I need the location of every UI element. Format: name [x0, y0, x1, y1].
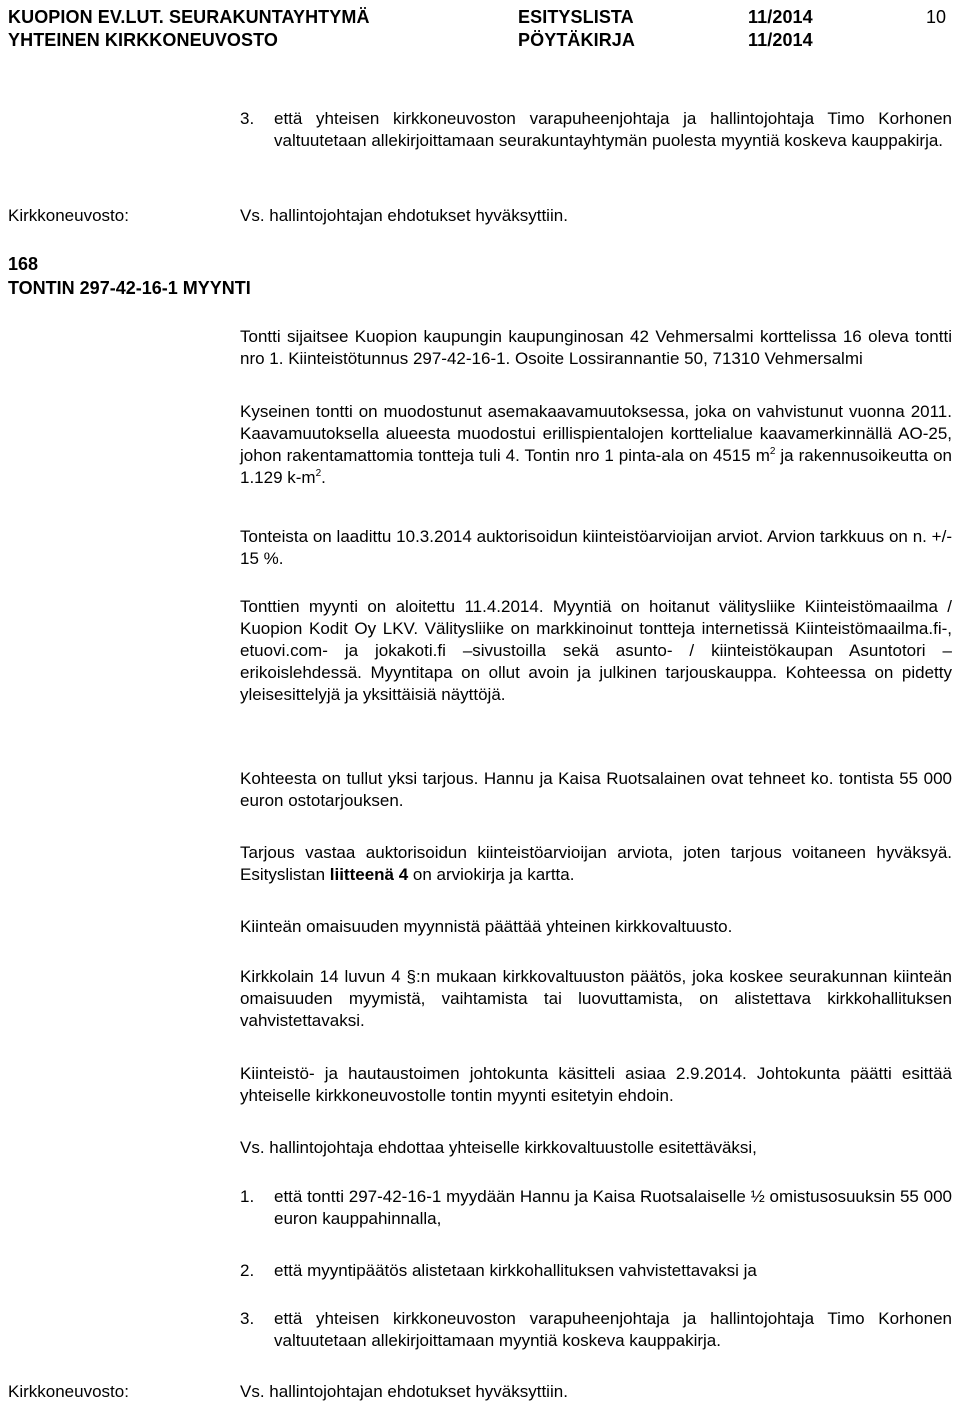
paragraph-offer: Kohteesta on tullut yksi tarjous. Hannu ja Kaisa Ruotsalainen ovat tehneet ko. tontista 55 000 euron ostotarjouksen. [240, 769, 952, 810]
superscript: 2 [769, 446, 776, 457]
paragraph-location: Tontti sijaitsee Kuopion kaupungin kaupunginosan 42 Vehmersalmi korttelissa 16 oleva tontti nro 1. Kiinteistötunnus 297-42-16-1. Osoite Lossirannantie 50, 71310 Vehmersalmi [240, 327, 952, 368]
paragraph-committee: Kiinteistö- ja hautaustoimen johtokunta käsitteli asiaa 2.9.2014. Johtokunta päätti esittää yhteiselle kirkkoneuvostolle tontin myynti esitetyin ehdoin. [240, 1064, 952, 1105]
paragraph-authority: Kiinteän omaisuuden myynnistä päättää yhteinen kirkkovaltuusto. [240, 917, 733, 936]
list-number: 1. [240, 1187, 255, 1206]
acceptance-text-a: Tarjous vastaa auktorisoidun kiinteistöarvioijan arviota, joten tarjous voitaneen hyväksyä. Esityslistan [240, 843, 952, 884]
paragraph-appraisal: Tonteista on laadittu 10.3.2014 auktorisoidun kiinteistöarvioijan arviot. Arvion tarkkuus on n. +/- 15 %. [240, 527, 952, 568]
section-title: TONTIN 297-42-16-1 MYYNTI [8, 278, 251, 298]
zoning-text-c: . [321, 468, 326, 487]
paragraph-proposal-intro: Vs. hallintojohtaja ehdottaa yhteiselle kirkkovaltuustolle esitettäväksi, [240, 1138, 757, 1157]
paragraph-church-law: Kirkkolain 14 luvun 4 §:n mukaan kirkkovaltuuston päätös, joka koskee seurakunnan kiinteän omaisuuden myymistä, vaihtamista tai luovuttamista, on alistettava kirkkohallituksen vahvistettavaksi. [240, 967, 952, 1030]
zoning-text-a: Kyseinen tontti on muodostunut asemakaavamuutoksessa, joka on vahvistunut vuonna 2011. Kaavamuutoksella alueesta muodostui erillispientalojen korttelialue kaavamerkinnällä AO-25, johon rakentamattomia tontteja tuli 4. Tontin nro 1 pinta-ala on 4515 m [240, 402, 952, 465]
header-doc-type-minutes: PÖYTÄKIRJA [518, 30, 636, 50]
page-number: 10 [926, 7, 947, 27]
superscript: 2 [315, 468, 322, 479]
list-text: että yhteisen kirkkoneuvoston varapuheenjohtaja ja hallintojohtaja Timo Korhonen valtuutetaan allekirjoittamaan seurakuntayhtymän puolesta myyntiä koskeva kauppakirja. [274, 109, 952, 150]
decision-label: Kirkkoneuvosto: [8, 1382, 129, 1401]
acceptance-text-b: on arviokirja ja kartta. [408, 865, 575, 884]
list-text: että myyntipäätös alistetaan kirkkohallituksen vahvistettavaksi ja [274, 1261, 757, 1280]
header-issue-agenda: 11/2014 [748, 7, 813, 27]
attachment-reference: liitteenä 4 [329, 865, 409, 884]
section-number: 168 [8, 254, 39, 274]
list-text: että tontti 297-42-16-1 myydään Hannu ja Kaisa Ruotsalaiselle ½ omistusosuuksin 55 000 euron kauppahinnalla, [274, 1187, 952, 1228]
paragraph-zoning [240, 401, 952, 489]
proposal-list-item-2 [240, 1260, 952, 1282]
header-org-name: KUOPION EV.LUT. SEURAKUNTAYHTYMÄ [8, 7, 370, 27]
paragraph-acceptance [240, 842, 952, 886]
proposal-list-item-3 [240, 1308, 952, 1352]
list-number: 3. [240, 109, 255, 128]
list-text: että yhteisen kirkkoneuvoston varapuheenjohtaja ja hallintojohtaja Timo Korhonen valtuutetaan allekirjoittamaan myyntiä koskeva kauppakirja. [274, 1309, 952, 1350]
header-board-name: YHTEINEN KIRKKONEUVOSTO [8, 30, 278, 50]
list-number: 2. [240, 1261, 255, 1280]
prev-list-item-3 [240, 108, 952, 152]
header-doc-type-agenda: ESITYSLISTA [518, 7, 634, 27]
decision-text: Vs. hallintojohtajan ehdotukset hyväksyttiin. [240, 1382, 568, 1401]
header-issue-minutes: 11/2014 [748, 30, 813, 50]
proposal-list-item-1 [240, 1186, 952, 1230]
decision-text: Vs. hallintojohtajan ehdotukset hyväksyttiin. [240, 206, 568, 225]
zoning-text-b: ja rakennusoikeutta on 1.129 k-m [240, 446, 952, 487]
decision-label: Kirkkoneuvosto: [8, 206, 129, 225]
list-number: 3. [240, 1309, 255, 1328]
paragraph-marketing: Tonttien myynti on aloitettu 11.4.2014. Myyntiä on hoitanut välitysliike Kiinteistömaailma / Kuopion Kodit Oy LKV. Välitysliike on markkinoinut tontteja internetissä Kiinteistömaailma.fi-, etuovi.com- ja jokakoti.fi –sivustoilla sekä asunto- / kiinteistökaupan Asuntotori –erikoislehdessä. Myyntitapa on ollut avoin ja julkinen tarjouskauppa. Kohteessa on pidetty yleisesittelyjä ja yksittäisiä näyttöjä. [240, 597, 952, 704]
